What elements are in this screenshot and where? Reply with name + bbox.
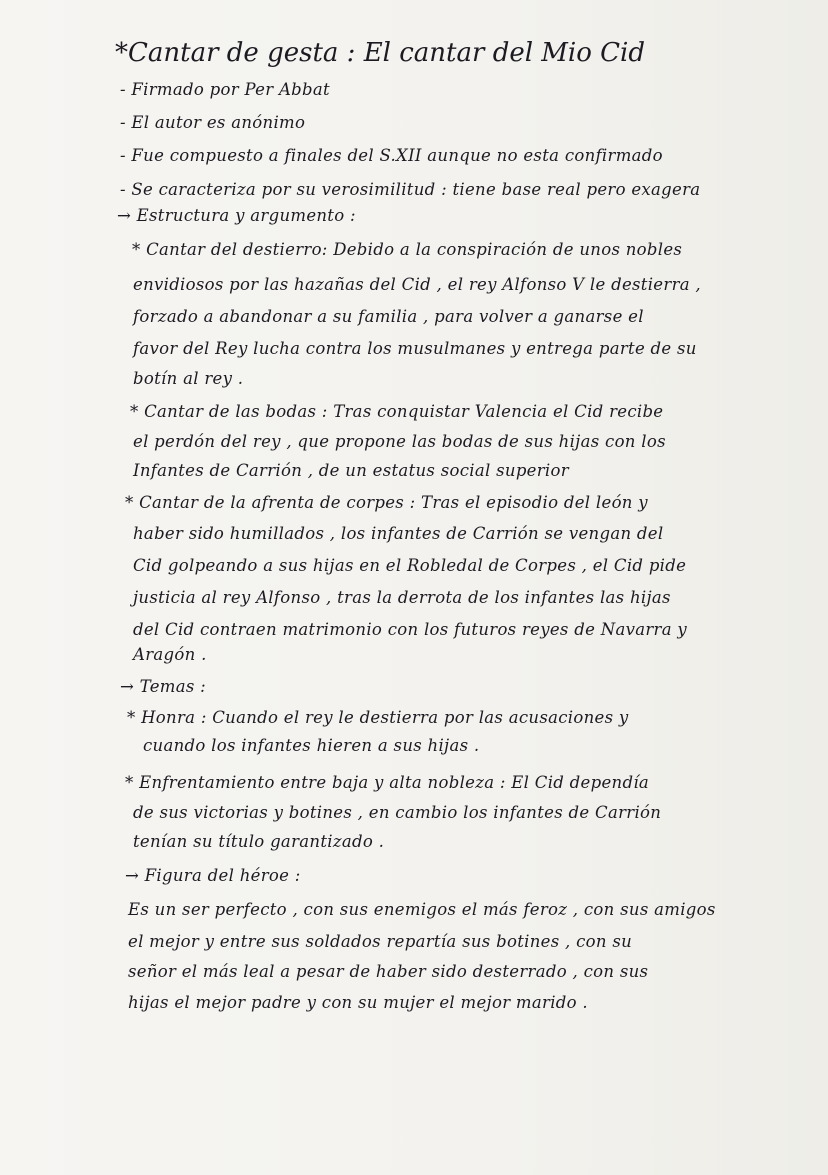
text-line-7: envidiosos por las hazañas del Cid , el rey Alfonso V le destierra , [133,275,701,294]
text-line-16: Cid golpeando a sus hijas en el Robledal de Corpes , el Cid pide [133,556,687,575]
text-line-3: - Fue compuesto a finales del S.XII aunque no esta confirmado [120,146,663,165]
text-line-8: forzado a abandonar a su familia , para volver a ganarse el [133,307,644,326]
section-heading-temas: → Temas : [120,677,207,696]
text-line-10: botín al rey . [133,369,244,388]
text-line-27: Es un ser perfecto , con sus enemigos el más feroz , con sus amigos [128,900,716,919]
text-line-21: * Honra : Cuando el rey le destierra por las acusaciones y [127,708,629,727]
text-line-25: tenían su título garantizado . [133,832,385,851]
section-heading-figura: → Figura del héroe : [125,866,301,885]
text-line-28: el mejor y entre sus soldados repartía sus botines , con su [128,932,633,951]
text-line-30: hijas el mejor padre y con su mujer el mejor marido . [128,993,588,1012]
text-line-9: favor del Rey lucha contra los musulmanes y entrega parte de su [133,339,697,358]
text-line-22: cuando los infantes hieren a sus hijas . [143,736,480,755]
text-line-13: Infantes de Carrión , de un estatus social superior [133,461,569,480]
text-line-19: Aragón . [133,645,207,664]
text-line-17: justicia al rey Alfonso , tras la derrota de los infantes las hijas [133,588,671,607]
text-line-11: * Cantar de las bodas : Tras conquistar Valencia el Cid recibe [130,402,664,421]
text-line-18: del Cid contraen matrimonio con los futuros reyes de Navarra y [133,620,688,639]
text-line-2: - El autor es anónimo [120,113,306,132]
text-line-14: * Cantar de la afrenta de corpes : Tras el episodio del león y [125,493,648,512]
text-line-1: - Firmado por Per Abbat [120,80,330,99]
text-line-24: de sus victorias y botines , en cambio los infantes de Carrión [133,803,662,822]
section-heading-estructura: → Estructura y argumento : [117,206,356,225]
text-line-23: * Enfrentamiento entre baja y alta nobleza : El Cid dependía [125,773,650,792]
text-line-12: el perdón del rey , que propone las bodas de sus hijas con los [133,432,666,451]
text-line-29: señor el más leal a pesar de haber sido desterrado , con sus [128,962,649,981]
text-line-6: * Cantar del destierro: Debido a la conspiración de unos nobles [132,240,683,259]
page-title: *Cantar de gesta : El cantar del Mio Cid [115,38,646,68]
text-line-15: haber sido humillados , los infantes de Carrión se vengan del [133,524,664,543]
text-line-4: - Se caracteriza por su verosimilitud : tiene base real pero exagera [120,180,701,199]
